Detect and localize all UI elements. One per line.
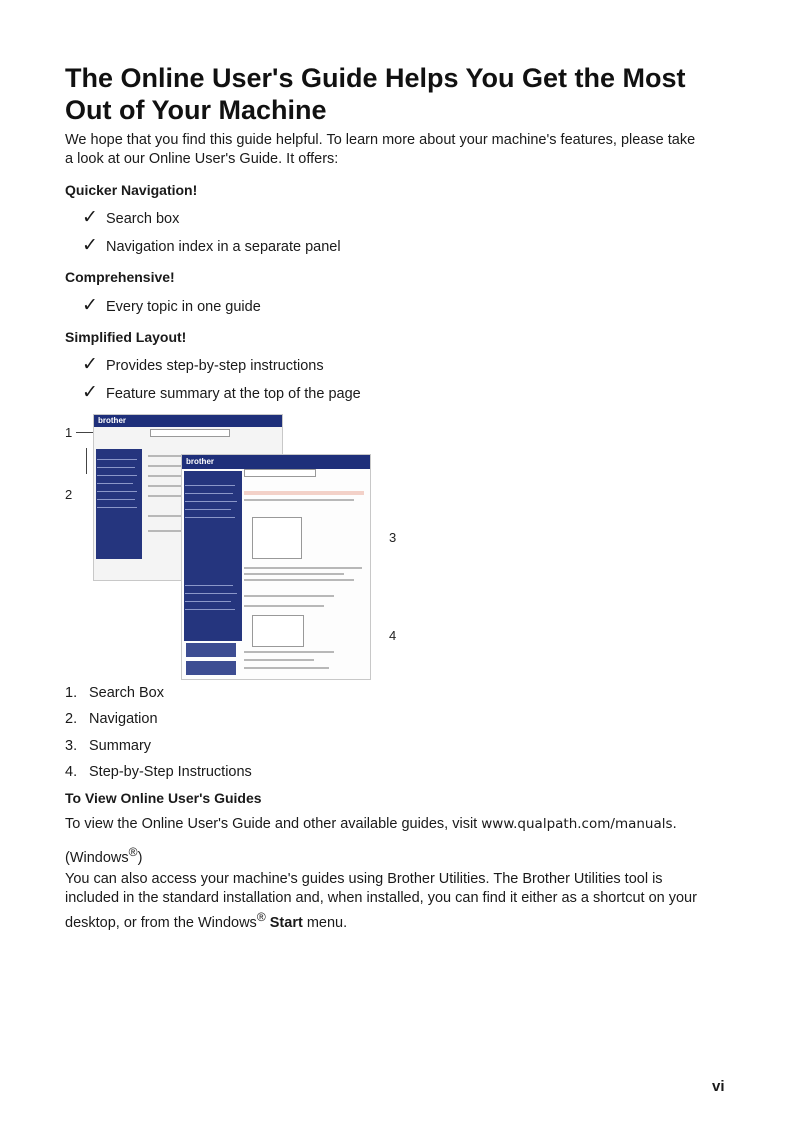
checklist-item-label: Navigation index in a separate panel <box>106 239 341 255</box>
checklist-item-label: Provides step-by-step instructions <box>106 358 324 374</box>
summary-heading-image <box>244 491 364 495</box>
front-screen-image <box>181 454 371 680</box>
brand-logo: brother <box>98 416 126 425</box>
windows-note: (Windows®) <box>65 845 143 866</box>
checklist-item-label: Every topic in one guide <box>106 299 261 315</box>
list-item: 4. Step-by-Step Instructions <box>65 763 252 780</box>
callout-4: 4 <box>389 628 397 643</box>
checkmark-icon: ✓ <box>82 354 98 375</box>
navigation-panel-image <box>96 449 142 559</box>
manuals-url-link[interactable]: www.qualpath.com/manuals. <box>481 816 677 832</box>
page-title: The Online User's Guide Helps You Get the Most Out of Your Machine <box>65 63 686 125</box>
checkmark-icon: ✓ <box>82 295 98 316</box>
callout-3: 3 <box>389 530 397 545</box>
list-item: 1. Search Box <box>65 685 164 701</box>
checklist-item-label: Search box <box>106 211 180 227</box>
view-guides-paragraph: To view the Online User's Guide and other available guides, visit www.qualpath.com/manuals. <box>65 816 677 832</box>
utilities-paragraph: You can also access your machine's guides using Brother Utilities. The Brother Utilities tool is included in the standard installation and, when installed, you can find it either as a shortcut on your desktop, or from the Windows® Start menu. <box>65 871 697 931</box>
checkmark-icon: ✓ <box>82 382 98 403</box>
checklist-item <box>82 383 361 404</box>
step-diagram-image <box>252 615 304 647</box>
section-heading-layout: Simplified Layout! <box>65 329 187 345</box>
callout-2: 2 <box>65 487 73 502</box>
section-heading-navigation: Quicker Navigation! <box>65 182 198 198</box>
section-heading-comprehensive: Comprehensive! <box>65 269 175 285</box>
page-number: vi <box>712 1078 725 1095</box>
list-item: 3. Summary <box>65 737 152 754</box>
view-guides-heading: To View Online User's Guides <box>65 790 262 806</box>
checklist-item <box>82 296 261 317</box>
callout-1: 1 <box>65 425 73 440</box>
list-item: 2. Navigation <box>65 711 158 728</box>
navigation-panel-image <box>184 471 242 641</box>
checklist-item <box>82 236 341 257</box>
brand-logo: brother <box>186 457 214 466</box>
callout-bracket <box>86 448 87 474</box>
figure-legend-list <box>65 684 252 789</box>
checklist-item-label: Feature summary at the top of the page <box>106 386 361 402</box>
summary-diagram-image <box>252 517 302 559</box>
intro-paragraph: We hope that you find this guide helpful. To learn more about your machine's features, please take a look at our Online User's Guide. It offers: <box>65 132 696 167</box>
checklist-item <box>82 208 179 229</box>
checkmark-icon: ✓ <box>82 207 98 228</box>
search-box-image <box>244 469 316 477</box>
checklist-item <box>82 355 324 376</box>
checkmark-icon: ✓ <box>82 235 98 256</box>
search-box-image <box>150 429 230 437</box>
